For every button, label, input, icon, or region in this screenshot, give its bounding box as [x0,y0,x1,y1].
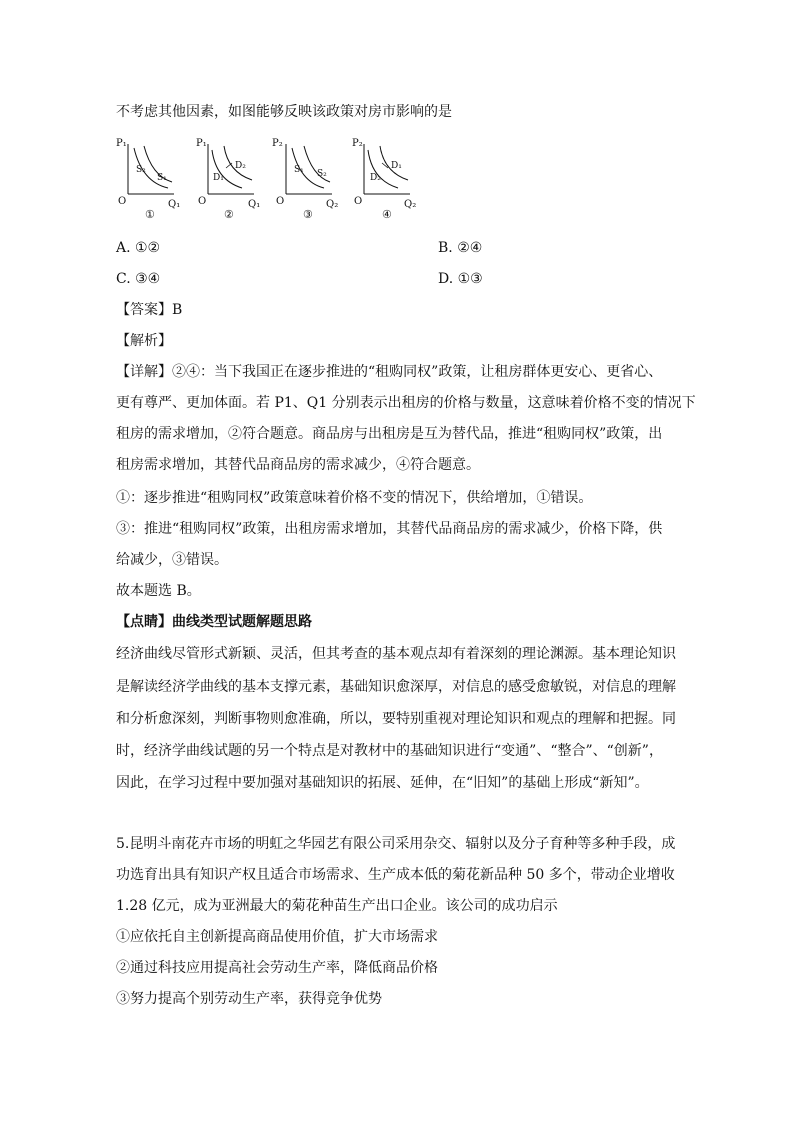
graph-3-curve-label-b: S₂ [317,169,327,179]
tip-line: 是解读经济学曲线的基本支撑元素，基础知识愈深厚，对信息的感受愈敏锐，对信息的理解 [116,679,676,695]
graph-1-x-label: Q₁ [168,199,181,210]
detail-line: 租房需求增加，其替代品商品房的需求减少，④符合题意。 [116,457,480,473]
graph-3-x-label: Q₂ [326,199,339,210]
option-d: D. ①③ [438,271,483,287]
graph-1 [116,138,180,221]
option-a: A. ①② [116,240,161,256]
supply-demand-graphs [112,130,432,225]
question5-option: ②通过科技应用提高社会劳动生产率，降低商品价格 [116,960,438,976]
graph-2-curve-label-b: D₂ [235,161,246,171]
graph-4 [352,138,416,221]
graph-3 [272,138,338,221]
graph-3-number: ③ [303,208,313,221]
graph-2 [196,138,260,221]
detail-line: ①：逐步推进“租购同权”政策意味着价格不变的情况下，供给增加，①错误。 [116,490,593,506]
graph-2-origin: O [198,196,207,207]
answer-line: 【答案】B [116,302,183,318]
question5-line: 1.28 亿元，成为亚洲最大的菊花种苗生产出口企业。该公司的成功启示 [116,898,558,914]
detail-line: ③：推进“租购同权”政策，出租房需求增加，其替代品商品房的需求减少，价格下降，供 [116,521,663,537]
graph-2-number: ② [224,208,234,221]
detail-line: 故本题选 B。 [116,583,201,599]
tip-line: 经济曲线尽管形式新颖、灵活，但其考查的基本观点却有着深刻的理论渊源。基本理论知识 [116,646,676,662]
graph-2-curve-label-a: D₁ [213,173,224,183]
tip-line: 和分析愈深刻，判断事物则愈准确，所以，要特别重视对理论知识和观点的理解和把握。同 [116,711,676,727]
graph-4-origin: O [354,196,363,207]
graph-2-y-label: P₁ [196,138,207,149]
graph-1-curve-label-b: S₁ [157,173,167,183]
question-stem-tail: 不考虑其他因素，如图能够反映该政策对房市影响的是 [116,104,452,120]
graph-1-origin: O [118,196,127,207]
graph-4-number: ④ [382,208,392,221]
detail-line: 更有尊严、更加体面。若 P1、Q1 分别表示出租房的价格与数量，这意味着价格不变的情况下 [116,395,696,411]
tip-line: 因此，在学习过程中要加强对基础知识的拓展、延伸，在“旧知”的基础上形成“新知”。 [116,775,649,791]
graph-1-y-label: P₁ [116,138,127,149]
question5-line: 功选育出具有知识产权且适合市场需求、生产成本低的菊花新品种 50 多个，带动企业增收 [116,867,675,883]
detail-line: 租房的需求增加，②符合题意。商品房与出租房是互为替代品，推进“租购同权”政策，出 [116,426,663,442]
analysis-title: 【解析】 [116,333,172,349]
question5-option: ①应依托自主创新提高商品使用价值，扩大市场需求 [116,929,438,945]
question5-option: ③努力提高个别劳动生产率，获得竞争优势 [116,991,382,1007]
graph-1-number: ① [145,208,155,221]
graph-4-curve-label-a: D₂ [370,173,381,183]
tip-title: 【点睛】曲线类型试题解题思路 [116,614,312,630]
graph-4-curve-label-b: D₁ [391,161,402,171]
graph-3-curve-label-a: S₁ [294,165,304,175]
option-b: B. ②④ [438,240,483,256]
tip-line: 时，经济学曲线试题的另一个特点是对教材中的基础知识进行“变通”、“整合”、“创新”， [116,743,663,759]
graph-3-origin: O [276,196,285,207]
graph-4-x-label: Q₂ [404,199,417,210]
graph-4-y-label: P₂ [352,138,363,149]
graph-2-x-label: Q₁ [248,199,261,210]
graph-3-y-label: P₂ [272,138,283,149]
option-c: C. ③④ [116,271,161,287]
graph-1-curve-label-a: S₂ [136,165,146,175]
question5-line: 5.昆明斗南花卉市场的明虹之华园艺有限公司采用杂交、辐射以及分子育种等多种手段，成 [116,836,676,852]
detail-line: 【详解】②④：当下我国正在逐步推进的“租购同权”政策，让租房群体更安心、更省心、 [116,364,663,380]
detail-line: 给减少，③错误。 [116,552,228,568]
